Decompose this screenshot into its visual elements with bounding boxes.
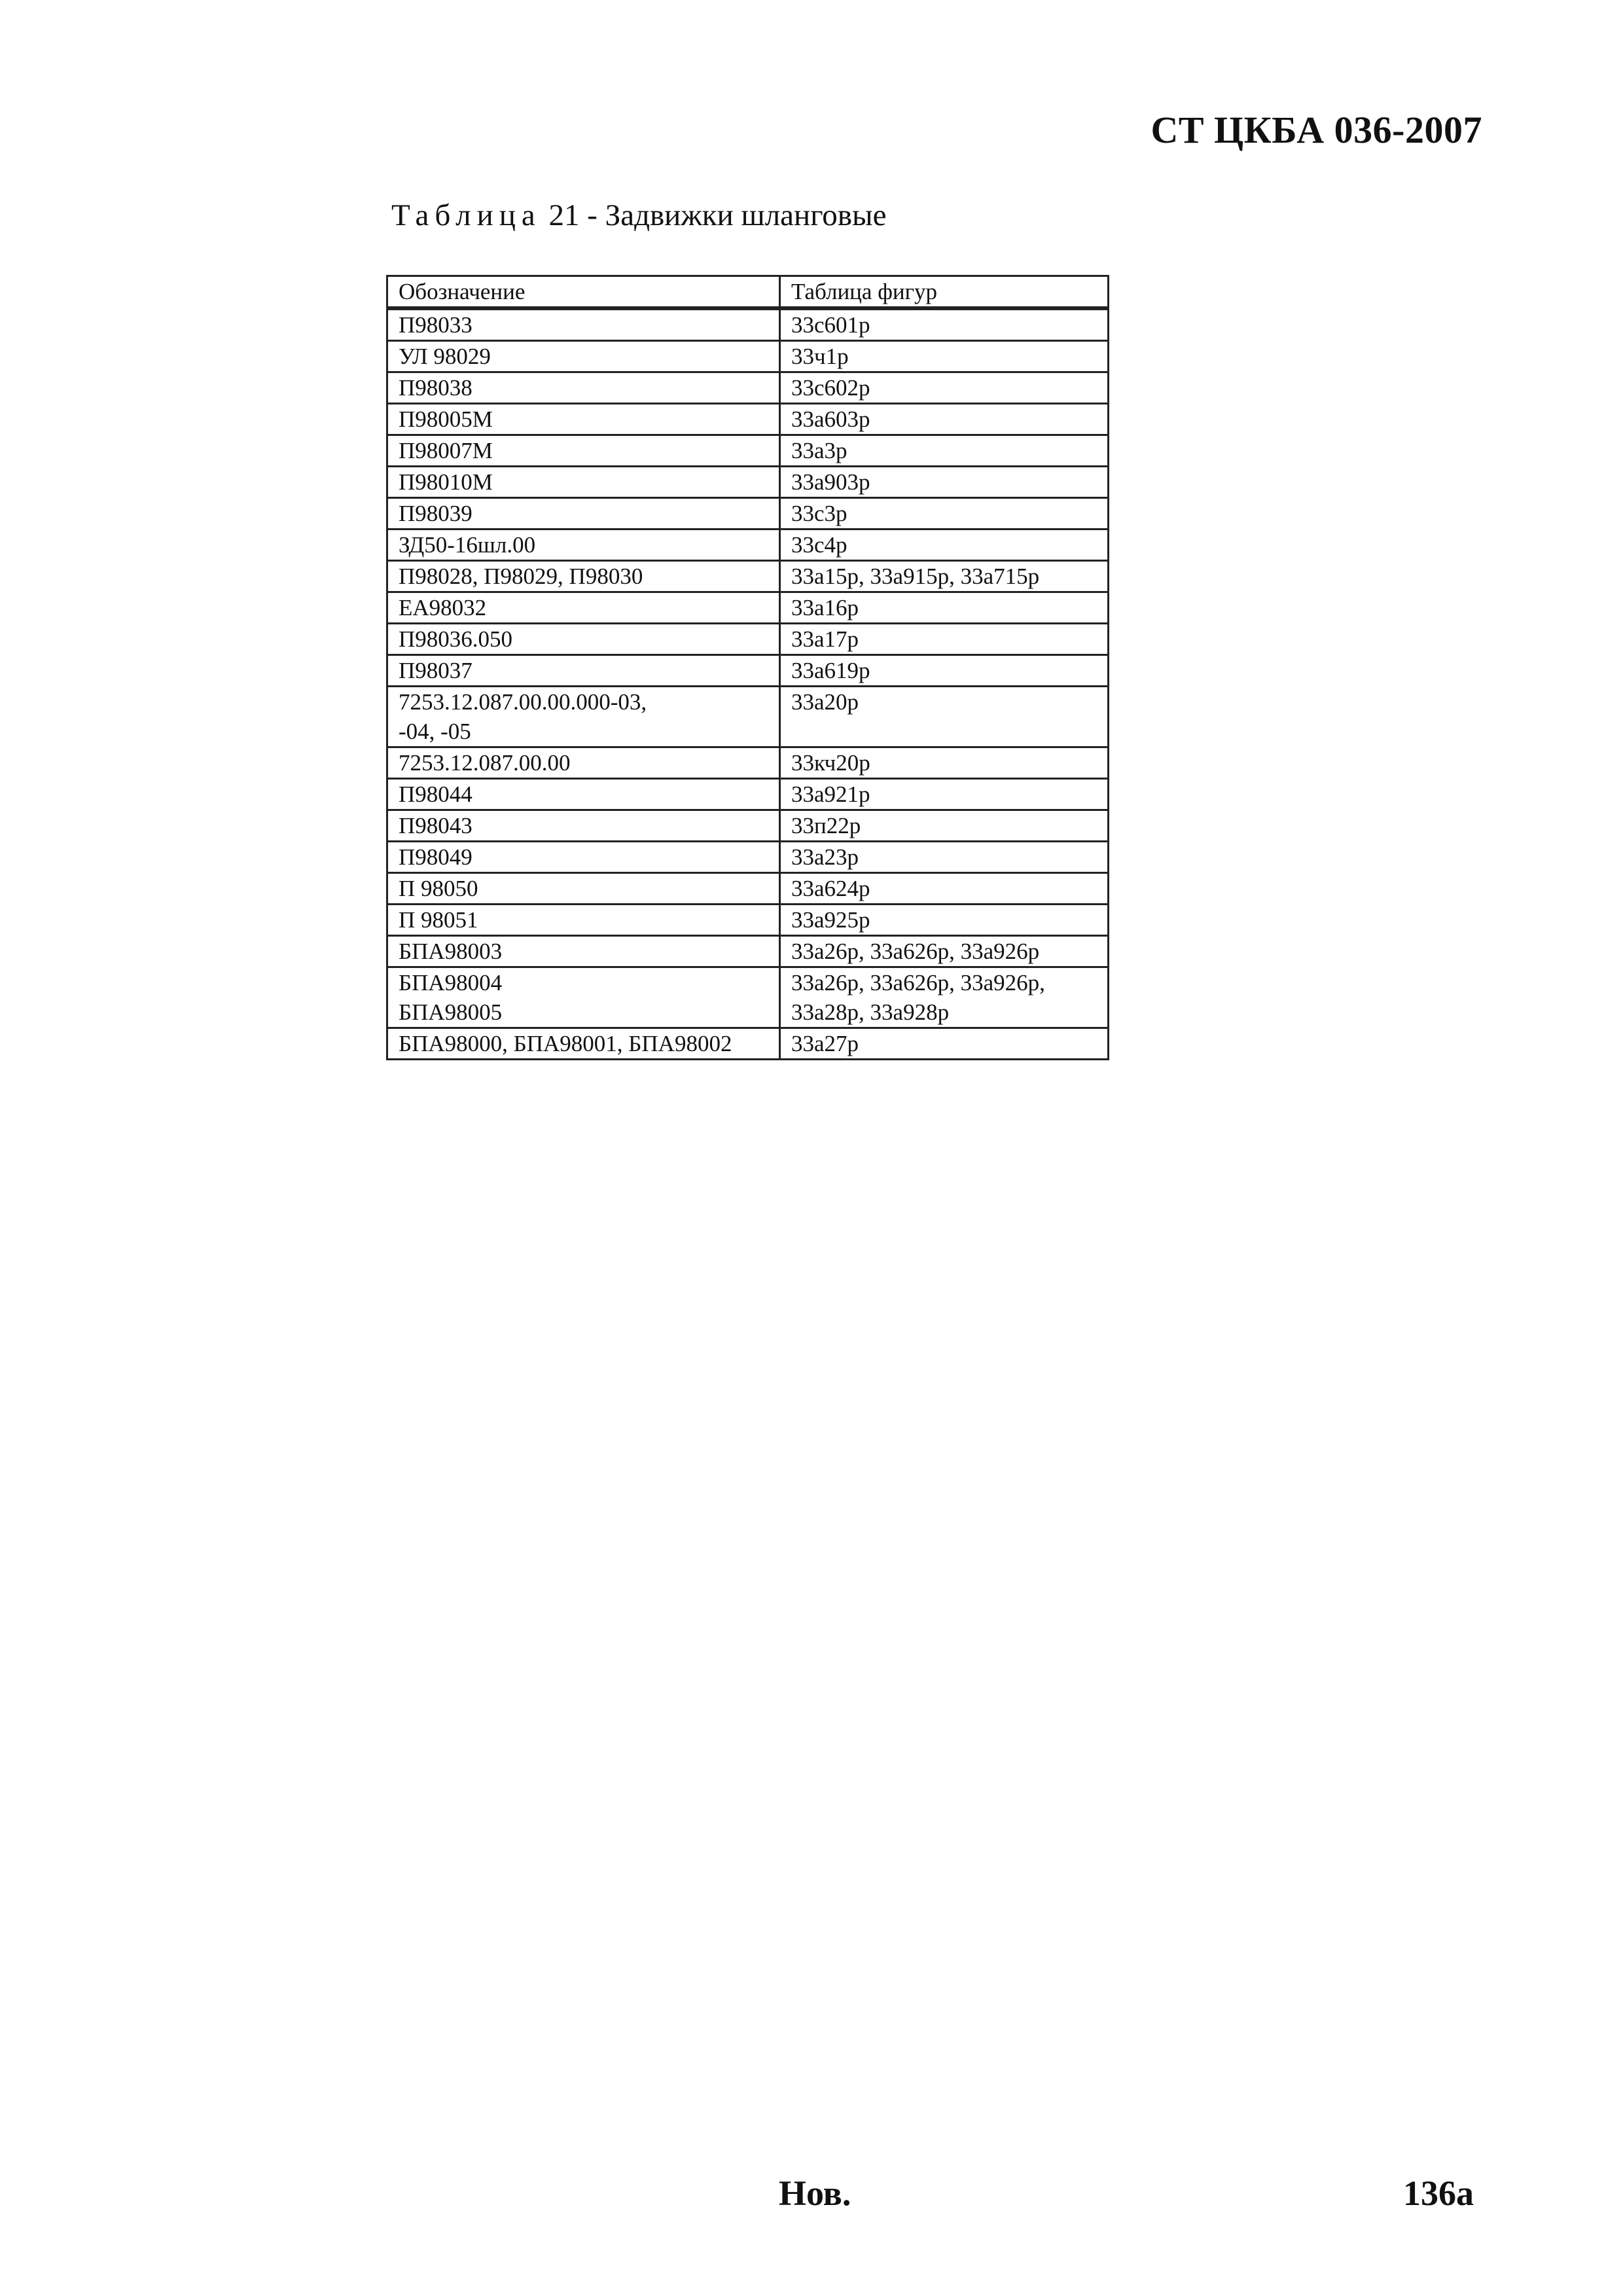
table-header-row	[387, 276, 1109, 309]
designation-cell: 7253.12.087.00.00.000-03, -04, -05	[387, 687, 780, 747]
designation-cell: УЛ 98029	[387, 341, 780, 372]
figure-table-cell: 33а624р	[780, 873, 1109, 905]
designation-cell: П98039	[387, 498, 780, 529]
table-caption-title: - Задвижки шланговые	[587, 198, 887, 232]
figure-table-cell: 33а20р	[780, 687, 1109, 747]
figure-table-cell: 33а925р	[780, 905, 1109, 936]
designation-cell: БПА98003	[387, 936, 780, 967]
designation-cell: П98028, П98029, П98030	[387, 561, 780, 592]
figure-table-cell: 33а15р, 33а915р, 33а715р	[780, 561, 1109, 592]
figure-table-cell: 33а27р	[780, 1028, 1109, 1060]
table-row	[387, 967, 1109, 1028]
footer-note: Нов.	[779, 2174, 851, 2213]
figure-table-cell: 33а16р	[780, 592, 1109, 624]
designation-cell: П98037	[387, 655, 780, 687]
column-header-designation: Обозначение	[387, 276, 780, 309]
figure-table-cell: 33а26р, 33а626р, 33а926р	[780, 936, 1109, 967]
figure-table-cell: 33а26р, 33а626р, 33а926р, 33а28р, 33а928р	[780, 967, 1109, 1028]
valves-table	[386, 275, 1109, 1060]
page-number: 136а	[1403, 2174, 1474, 2213]
designation-cell: П98033	[387, 308, 780, 341]
table-row	[387, 655, 1109, 687]
column-header-figure-table: Таблица фигур	[780, 276, 1109, 309]
table-row	[387, 1028, 1109, 1060]
document-code: СТ ЦКБА 036-2007	[1150, 109, 1482, 151]
designation-cell: БПА98004 БПА98005	[387, 967, 780, 1028]
table-row	[387, 341, 1109, 372]
figure-table-cell: 33а903р	[780, 467, 1109, 498]
designation-cell: П98043	[387, 810, 780, 842]
figure-table-cell: 33а23р	[780, 842, 1109, 873]
designation-cell: 7253.12.087.00.00	[387, 747, 780, 779]
table-row	[387, 687, 1109, 747]
designation-cell: П 98051	[387, 905, 780, 936]
table-row	[387, 435, 1109, 467]
designation-cell: ЕА98032	[387, 592, 780, 624]
table-row	[387, 747, 1109, 779]
designation-cell: П98010М	[387, 467, 780, 498]
figure-table-cell: 33п22р	[780, 810, 1109, 842]
designation-cell: П98038	[387, 372, 780, 404]
table-body	[387, 308, 1109, 1060]
designation-cell: П98036.050	[387, 624, 780, 655]
figure-table-cell: 33а3р	[780, 435, 1109, 467]
table-row	[387, 561, 1109, 592]
figure-table-cell: 33с602р	[780, 372, 1109, 404]
figure-table-cell: 33с601р	[780, 308, 1109, 341]
figure-table-cell: 33а603р	[780, 404, 1109, 435]
table-row	[387, 936, 1109, 967]
table-row	[387, 308, 1109, 341]
designation-cell: П98007М	[387, 435, 780, 467]
figure-table-cell: 33с4р	[780, 529, 1109, 561]
table-row	[387, 498, 1109, 529]
figure-table-cell: 33а17р	[780, 624, 1109, 655]
table-row	[387, 873, 1109, 905]
table-row	[387, 842, 1109, 873]
designation-cell: БПА98000, БПА98001, БПА98002	[387, 1028, 780, 1060]
designation-cell: П98005М	[387, 404, 780, 435]
table-row	[387, 810, 1109, 842]
table-row	[387, 592, 1109, 624]
designation-cell: ЗД50-16шл.00	[387, 529, 780, 561]
designation-cell: П 98050	[387, 873, 780, 905]
designation-cell: П98049	[387, 842, 780, 873]
table-row	[387, 529, 1109, 561]
table-row	[387, 467, 1109, 498]
figure-table-cell: 33кч20р	[780, 747, 1109, 779]
figure-table-cell: 33а619р	[780, 655, 1109, 687]
table-caption	[391, 198, 886, 233]
figure-table-cell: 33с3р	[780, 498, 1109, 529]
figure-table-cell: 33а921р	[780, 779, 1109, 810]
table-row	[387, 905, 1109, 936]
table-row	[387, 372, 1109, 404]
table-caption-label: Таблица	[391, 198, 541, 232]
table-row	[387, 624, 1109, 655]
figure-table-cell: 33ч1р	[780, 341, 1109, 372]
designation-cell: П98044	[387, 779, 780, 810]
table-caption-number: 21	[548, 198, 580, 232]
table-row	[387, 779, 1109, 810]
table-row	[387, 404, 1109, 435]
